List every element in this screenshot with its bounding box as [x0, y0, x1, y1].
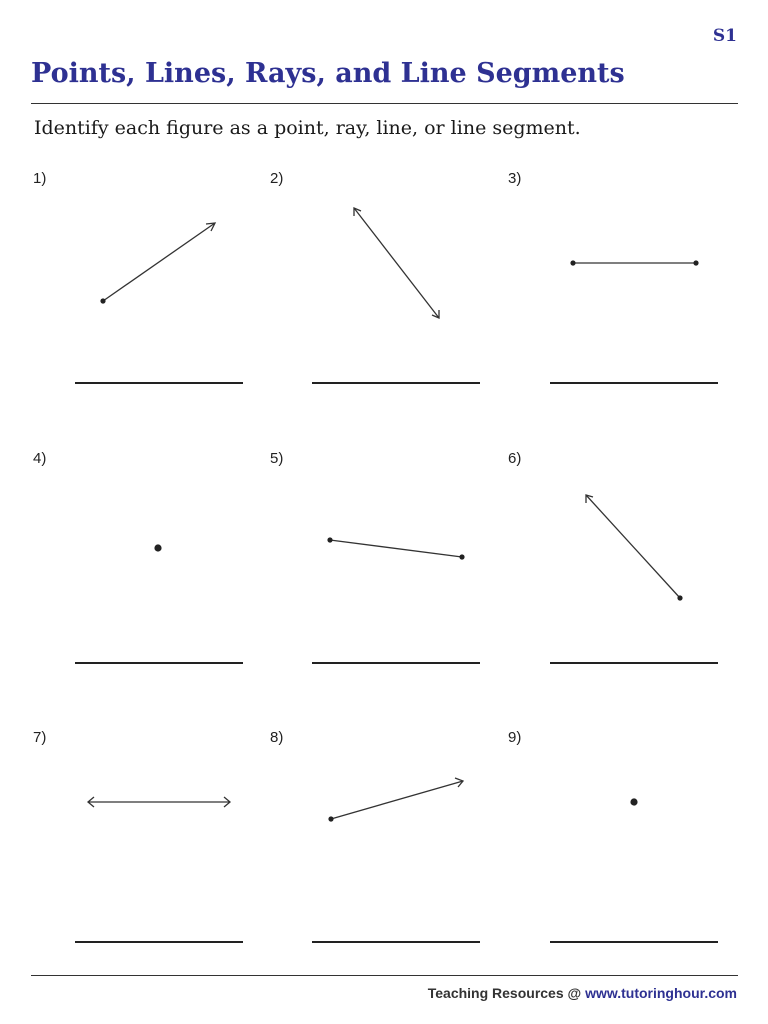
problem-4	[33, 450, 273, 720]
problem-number: 7)	[33, 729, 47, 746]
answer-line[interactable]	[312, 382, 480, 384]
problem-number: 9)	[508, 729, 522, 746]
answer-line[interactable]	[312, 941, 480, 943]
line-segment-figure	[270, 450, 510, 720]
worksheet-code: S1	[712, 26, 737, 46]
problem-number: 3)	[508, 170, 522, 187]
problem-6	[508, 450, 748, 720]
footer-link[interactable]: www.tutoringhour.com	[585, 985, 737, 1001]
answer-line[interactable]	[312, 662, 480, 664]
problem-7	[33, 729, 273, 999]
point-figure	[33, 450, 273, 720]
answer-line[interactable]	[550, 662, 718, 664]
footer-label: Teaching Resources @	[427, 985, 582, 1001]
problem-5	[270, 450, 510, 720]
problem-number: 2)	[270, 170, 284, 187]
problem-number: 5)	[270, 450, 284, 467]
line-segment-figure	[508, 170, 748, 440]
line-figure	[270, 170, 510, 440]
line-figure	[33, 729, 273, 999]
ray-figure	[508, 450, 748, 720]
problem-number: 8)	[270, 729, 284, 746]
problem-number: 4)	[33, 450, 47, 467]
problem-number: 6)	[508, 450, 522, 467]
point-figure	[508, 729, 748, 999]
answer-line[interactable]	[75, 382, 243, 384]
ray-figure	[270, 729, 510, 999]
header-divider	[31, 103, 738, 104]
problem-number: 1)	[33, 170, 47, 187]
page-title: Points, Lines, Rays, and Line Segments	[31, 58, 625, 89]
problem-1	[33, 170, 273, 440]
instructions: Identify each figure as a point, ray, line, or line segment.	[34, 117, 581, 139]
answer-line[interactable]	[75, 941, 243, 943]
footer	[428, 985, 737, 1001]
problem-2	[270, 170, 510, 440]
footer-divider	[31, 975, 738, 976]
answer-line[interactable]	[550, 941, 718, 943]
answer-line[interactable]	[550, 382, 718, 384]
problem-8	[270, 729, 510, 999]
ray-figure	[33, 170, 273, 440]
answer-line[interactable]	[75, 662, 243, 664]
problem-9	[508, 729, 748, 999]
problem-3	[508, 170, 748, 440]
